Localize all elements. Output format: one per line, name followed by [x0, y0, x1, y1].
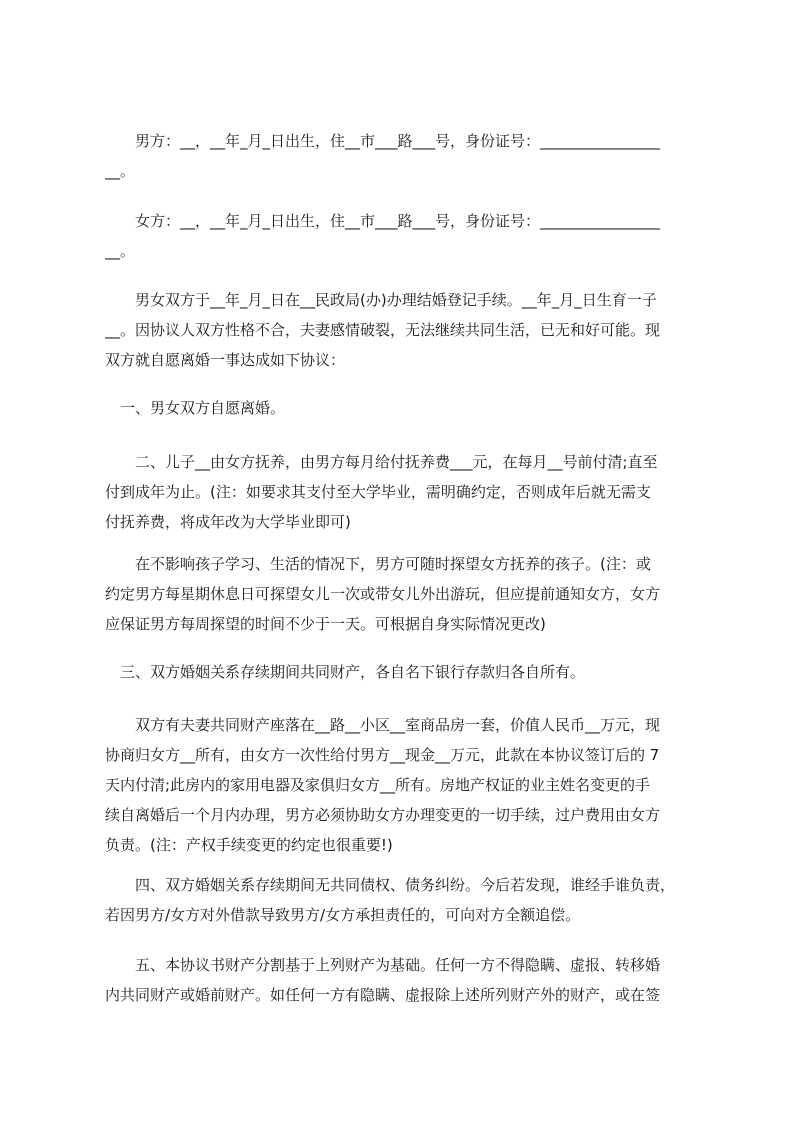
text-line: 天内付清;此房内的家用电器及家俱归女方__所有。房地产权证的业主姓名变更的手	[105, 776, 651, 794]
text-line: 一、男女双方自愿离婚。	[105, 399, 286, 417]
paragraph-intro	[105, 285, 705, 375]
text-line: __。	[105, 242, 136, 260]
clause-1-heading	[105, 393, 705, 423]
clause-3-heading	[105, 657, 705, 687]
paragraph-visitation	[105, 549, 705, 639]
paragraph-property	[105, 710, 705, 860]
text-line: 双方有夫妻共同财产座落在__路__小区__室商品房一套，价值人民币__万元，现	[105, 716, 661, 734]
text-line: 女方：__，__年_月_日出生，住__市___路___号，身份证号：________________	[105, 212, 661, 230]
text-line: 付到成年为止。(注：如要求其支付至大学毕业，需明确约定，否则成年后就无需支	[105, 483, 651, 501]
text-line: 在不影响孩子学习、生活的情况下，男方可随时探望女方抚养的孩子。(注：或	[105, 555, 651, 573]
text-line: __。	[105, 162, 136, 180]
text-line: 约定男方每星期休息日可探望女儿一次或带女儿外出游玩，但应提前通知女方，女方	[105, 585, 661, 603]
paragraph-clause-4	[105, 870, 705, 930]
text-line: 付抚养费，将成年改为大学毕业即可)	[105, 513, 351, 531]
text-line: 负责。(注：产权手续变更的约定也很重要!)	[105, 836, 393, 854]
text-line: 四、双方婚姻关系存续期间无共同债权、债务纠纷。今后若发现，谁经手谁负责，	[105, 876, 676, 894]
text-line: 三、双方婚姻关系存续期间共同财产，各自名下银行存款归各自所有。	[105, 663, 586, 681]
text-line: 应保证男方每周探望的时间不少于一天。可根据自身实际情况更改)	[105, 615, 546, 633]
text-line: 若因男方/女方对外借款导致男方/女方承担责任的，可向对方全额追偿。	[105, 906, 581, 924]
text-line: 男方：__，__年_月_日出生，住__市___路___号，身份证号：________________	[105, 132, 661, 150]
text-line: 双方就自愿离婚一事达成如下协议：	[105, 351, 346, 369]
text-line: __。因协议人双方性格不合，夫妻感情破裂，无法继续共同生活，已无和好可能。现	[105, 321, 661, 339]
paragraph-clause-5	[105, 950, 705, 1010]
text-line: 男女双方于__年_月_日在__民政局(办)办理结婚登记手续。__年_月_日生育一子	[105, 291, 657, 309]
paragraph-clause-2	[105, 447, 705, 537]
text-line: 五、本协议书财产分割基于上列财产为基础。任何一方不得隐瞒、虚报、转移婚	[105, 956, 661, 974]
text-line: 续自离婚后一个月内办理，男方必须协助女方办理变更的一切手续，过户费用由女方	[105, 806, 661, 824]
paragraph-male-party	[105, 126, 705, 186]
text-line: 内共同财产或婚前财产。如任何一方有隐瞒、虚报除上述所列财产外的财产，或在签	[105, 986, 661, 1004]
text-line: 协商归女方__所有，由女方一次性给付男方__现金__万元，此款在本协议签订后的 7	[105, 746, 660, 764]
paragraph-female-party	[105, 206, 705, 266]
text-line: 二、儿子__由女方抚养，由男方每月给付抚养费___元，在每月__号前付清;直至	[105, 453, 658, 471]
